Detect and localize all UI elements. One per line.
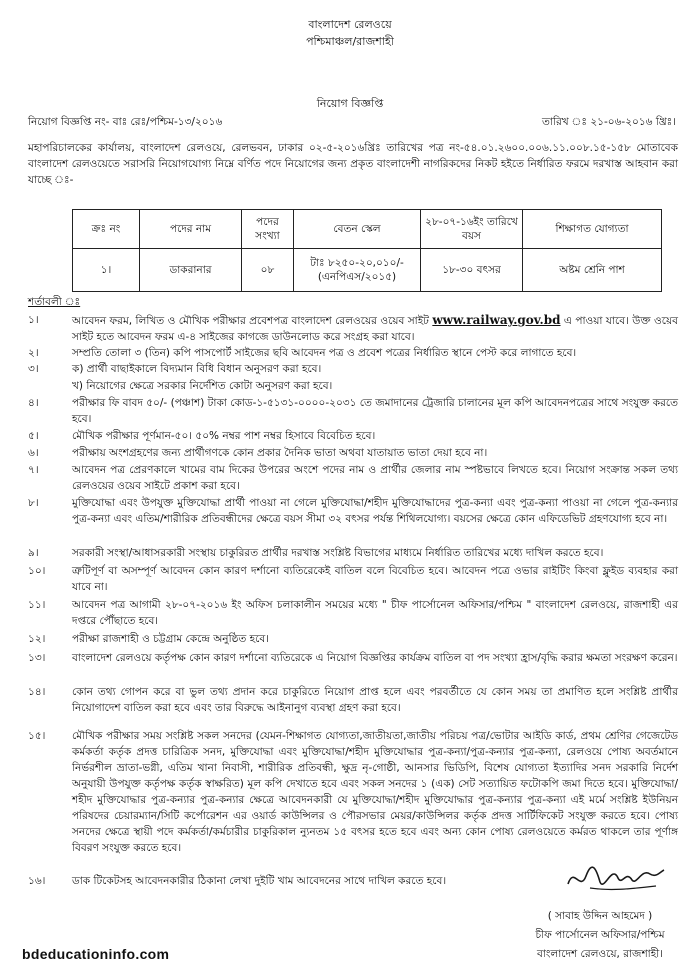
col-pay-scale: বেতন স্কেল — [294, 210, 421, 249]
condition-number: ৭। — [28, 464, 39, 476]
condition-number: ১২। — [28, 633, 46, 645]
posts-table — [72, 209, 662, 292]
col-serial: ক্রঃ নং — [73, 210, 140, 249]
condition-number: ১০। — [28, 565, 46, 577]
condition-item — [28, 428, 678, 444]
condition-text: কোন তথ্য গোপন করে বা ভুল তথ্য প্রদান করে চাকুরিতে নিয়োগ প্রাপ্ত হলে এবং পরবর্তীতে যে কোন সময় তা প্রমাণিত হলে সংশ্লিষ্ট প্রার্থীর নিয়োগাদেশ বাতিল করা হবে এবং তার বিরুদ্ধে আইনানুগ ব্যবস্থা গ্রহণ করা হবে। — [72, 686, 678, 714]
cell-age: ১৮-৩০ বৎসর — [421, 249, 523, 292]
handwritten-signature — [560, 858, 670, 898]
condition-item — [28, 495, 678, 527]
condition-text: ক) প্রার্থী বাছাইকালে বিদ্যমান বিধি বিধান অনুসরণ করা হবে। — [72, 363, 322, 375]
condition-text: মৌখিক পরীক্ষার সময় সংশ্লিষ্ট সকল সনদের (যেমন-শিক্ষাগত যোগ্যতা,জাতীয়তা,জাতীয় পরিচয় পত্র/ভোটার আইডি কার্ড, প্রথম শ্রেণির গেজেটেড কর্মকর্তা কর্তৃক প্রদত্ত চারিত্রিক সনদ, মুক্তিযোদ্ধা এবং মুক্তিযোদ্ধা/শহীদ মুক্তিযোদ্ধার পুত্র-কন্যা/পুত্র-কন্যার পুত্র-কন্যা, রেলওয়ে পোষ্য অবর্তমানে নির্ভরশীল ভ্রাতা-ভগ্নী, এতিম খানা নিবাসী, শারীরিক প্রতিবন্ধী, ক্ষুদ্র নৃ-গোষ্ঠী, আনসার ভিডিপি, বিশেষ যোগ্যতা ইত্যাদির সনদ সরকারি নির্দেশ অনুযায়ী উপযুক্ত কর্তৃপক্ষ কর্তৃক স্বাক্ষরিত) মূল কপি দেখাতে হবে এবং সকল সনদের ১ (এক) সেট সত্যায়িত ফটোকপি জমা দিতে হবে। মুক্তিযোদ্ধা/শহীদ মুক্তিযোদ্ধার পুত্র-কন্যার পুত্র-কন্যার ক্ষেত্রে আবেদনকারী যে মুক্তিযোদ্ধা/শহীদ মুক্তিযোদ্ধার পুত্র-কন্যার পুত্র-কন্যা এই মর্মে সংশ্লিষ্ট ইউনিয়ন পরিষদের চেয়ারম্যান/সিটি কর্পোরেশন এর ওয়ার্ড কাউন্সিলর ও পৌরসভার মেয়র/কাউন্সিলর কর্তৃক প্রদত্ত সার্টিফিকেট সংযুক্ত করতে হবে। পোষ্য সনদের ক্ষেত্রে স্থায়ী পদে কর্মকর্তা/কর্মচারীর চাকুরিকাল ন্যুনতম ১৫ বৎসর হতে হবে এবং অন্য কোন পোষ্য রেলওয়েতে কর্মরত থাকলে তার পূর্ণাঙ্গ বিবরণ সংযুক্ত করতে হবে। — [72, 730, 678, 854]
condition-text: পরীক্ষার ফি বাবদ ৫০/- (পঞ্চাশ) টাকা কোড-১-৫১৩১-০০০০-২০৩১ তে জমাদানের ট্রেজারি চালানের মূল কপি আবেদনপত্রের সাথে সংযুক্ত করতে হবে। — [72, 397, 678, 425]
condition-text: ডাক টিকেটসহ আবেদনকারীর ঠিকানা লেখা দুইটি খাম আবেদনের সাথে দাখিল করতে হবে। — [72, 875, 447, 887]
condition-number: ১১। — [28, 599, 46, 611]
condition-text: মৌখিক পরীক্ষার পূর্ণমান-৫০। ৫০% নম্বর পাশ নম্বর হিসাবে বিবেচিত হবে। — [72, 430, 376, 442]
condition-text: আবেদন পত্র প্রেরণকালে খামের বাম দিকের উপরের অংশে পদের নাম ও প্রার্থীর জেলার নাম স্পষ্টভাবে লিখতে হবে। নিয়োগ সংক্রান্ত সকল তথ্য রেলওয়ের ওয়েব সাইটে প্রকাশ করা হবে। — [72, 464, 678, 492]
division-name: পশ্চিমাঞ্চল/রাজশাহী — [306, 35, 394, 48]
col-post-count: পদের সংখ্যা — [242, 210, 294, 249]
condition-item — [28, 728, 678, 856]
condition-item — [28, 631, 678, 647]
condition-text — [72, 312, 678, 345]
condition-number: ১৫। — [28, 730, 46, 742]
condition-item — [28, 312, 678, 345]
col-post-name: পদের নাম — [140, 210, 242, 249]
condition-item — [28, 445, 678, 461]
table-row — [73, 249, 662, 292]
condition-item — [28, 563, 678, 595]
condition-number: ৯। — [28, 547, 39, 559]
condition-number: ৫। — [28, 430, 39, 442]
cell-post-count: ০৮ — [242, 249, 294, 292]
memo-number: নিয়োগ বিজ্ঞপ্তি নং- বাঃ রেঃ/পশ্চিম-১৩/২০১৬ — [28, 116, 223, 128]
condition-text: ত্রুটিপূর্ণ বা অসম্পূর্ণ আবেদন কোন কারণ দর্শানো ব্যতিরেকেই বাতিল বলে বিবেচিত হবে। আবেদন পত্রে ওভার রাইটিং কিংবা ফ্লুইড ব্যবহার করা যাবে না। — [72, 565, 678, 593]
org-name: বাংলাদেশ রেলওয়ে — [308, 18, 392, 31]
condition-text: সরকারী সংস্থা/আধাসরকারী সংস্থায় চাকুরিরত প্রার্থীর দরখাস্ত সংশ্লিষ্ট বিভাগের মাধ্যমে নির্ধারিত তারিখের মধ্যে দাখিল করতে হবে। — [72, 547, 604, 559]
cell-serial: ১। — [73, 249, 140, 292]
condition-number: ১৬। — [28, 875, 46, 887]
cell-post-name: ডাকরানার — [140, 249, 242, 292]
condition-text: পরীক্ষা রাজশাহী ও চট্টগ্রাম কেন্দ্রে অনুষ্ঠিত হবে। — [72, 633, 269, 645]
intro-paragraph: মহাপরিচালকের কার্যালয়, বাংলাদেশ রেলওয়ে, রেলভবন, ঢাকার ০২-৫-২০১৬খ্রিঃ তারিখের পত্র নং-৫৪.০১.২৬০০.০০৬.১১.০০৮.১৫-১৫৮ মোতাবেক বাংলাদেশ রেলওয়েতে সরাসরি নিয়োগযোগ্য নিম্নে বর্ণিত পদে নিয়োগের জন্য প্রকৃত বাংলাদেশী নাগরিকদের নিকট হইতে নির্ধারিত ফরমে দরখাস্ত আহবান করা যাচ্ছে ঃ- — [28, 142, 678, 186]
notice-date: তারিখ ঃ ২১-০৬-২০১৬ খ্রিঃ। — [542, 116, 676, 128]
condition-item — [28, 361, 678, 377]
condition-number: ১। — [28, 314, 39, 326]
condition-item — [28, 462, 678, 494]
condition-number: ১৩। — [28, 652, 46, 664]
condition-text: খ) নিয়োগের ক্ষেত্রে সরকার নির্দেশিত কোটা অনুসরণ করা হবে। — [72, 380, 333, 392]
condition-text-part: এ পাওয়া যাবে। উক্ত ওয়েব সাইট হতে আবেদন ফরম এ-৪ সাইজের কাগজে ডাউনলোড করে সংগ্রহ করা যাবে। — [72, 315, 678, 343]
signatory-org: বাংলাদেশ রেলওয়ে, রাজশাহী। — [537, 948, 663, 960]
signatory-designation: চীফ পার্সোনেল অফিসার/পশ্চিম — [535, 929, 665, 941]
condition-number: ৮। — [28, 497, 39, 509]
posts-table-header — [73, 210, 662, 249]
condition-item — [28, 345, 678, 361]
condition-text: বাংলাদেশ রেলওয়ে কর্তৃপক্ষ কোন কারণ দর্শানো ব্যতিরেকে এ নিয়োগ বিজ্ঞপ্তির কার্যক্রম বাতিল বা পদ সংখ্যা হ্রাস/বৃদ্ধি করার ক্ষমতা সংরক্ষণ করেন। — [72, 652, 678, 664]
condition-text-part: আবেদন ফরম, লিখিত ও মৌখিক পরীক্ষার প্রবেশপত্র বাংলাদেশ রেলওয়ের ওয়েব সাইট — [72, 315, 433, 327]
cell-pay-scale: টাঃ ৮২৫০-২০,০১০/- (এনপিএস/২০১৫) — [294, 249, 421, 292]
condition-number — [28, 378, 72, 394]
railway-website-link[interactable]: www.railway.gov.bd — [432, 313, 561, 327]
condition-item — [28, 684, 678, 716]
condition-number: ৩। — [28, 363, 39, 375]
col-age: ২৮-০৭-১৬ইং তারিখে বয়স — [421, 210, 523, 249]
condition-item — [28, 597, 678, 629]
condition-text: আবেদন পত্র আগামী ২৮-০৭-২০১৬ ইং অফিস চলাকালীন সময়ের মধ্যে " চীফ পার্সোনেল অফিসার/পশ্চিম " বাংলাদেশ রেলওয়ে, রাজশাহী এর দপ্তরে পৌঁছাতে হবে। — [72, 599, 678, 627]
notice-title: নিয়োগ বিজ্ঞপ্তি — [316, 97, 384, 110]
condition-item — [28, 545, 678, 561]
condition-text: সম্প্রতি তোলা ৩ (তিন) কপি পাসপোর্ট সাইজের ছবি আবেদন পত্র ও প্রবেশ পত্রের নির্ধারিত স্থানে পেস্ট করে লাগাতে হবে। — [72, 347, 577, 359]
condition-item — [28, 378, 678, 394]
condition-number: ১৪। — [28, 686, 46, 698]
condition-number: ৪। — [28, 397, 39, 409]
col-qualification: শিক্ষাগত যোগ্যতা — [523, 210, 662, 249]
condition-text: মুক্তিযোদ্ধা এবং উপযুক্ত মুক্তিযোদ্ধা প্রার্থী পাওয়া না গেলে মুক্তিযোদ্ধা/শহীদ মুক্তিযোদ্ধাদের পুত্র-কন্যা এবং পুত্র-কন্যা পাওয়া না গেলে পুত্র-কন্যার পুত্র-কন্যা এবং এতিম/শারীরিক প্রতিবন্ধীদের ক্ষেত্রে বয়স সীমা ৩২ বৎসর পর্যন্ত শিথিলযোগ্য। বয়সের ক্ষেত্রে কোন এফিডেভিট গ্রহণযোগ্য হবে না। — [72, 497, 678, 525]
condition-number: ৬। — [28, 447, 39, 459]
condition-item — [28, 650, 678, 666]
cell-qualification: অষ্টম শ্রেনি পাশ — [523, 249, 662, 292]
condition-number: ২। — [28, 347, 39, 359]
signatory-name: ( সাবাহ উদ্দিন আহমেদ ) — [547, 910, 653, 922]
condition-text: পরীক্ষায় অংশগ্রহণের জন্য প্রার্থীগণকে কোন প্রকার দৈনিক ভাতা অথবা যাতায়াত ভাতা দেয়া হবে না। — [72, 447, 488, 459]
watermark-site: bdeducationinfo.com — [22, 946, 170, 962]
conditions-heading: শর্তাবলী ঃ — [28, 296, 81, 308]
condition-item — [28, 395, 678, 427]
